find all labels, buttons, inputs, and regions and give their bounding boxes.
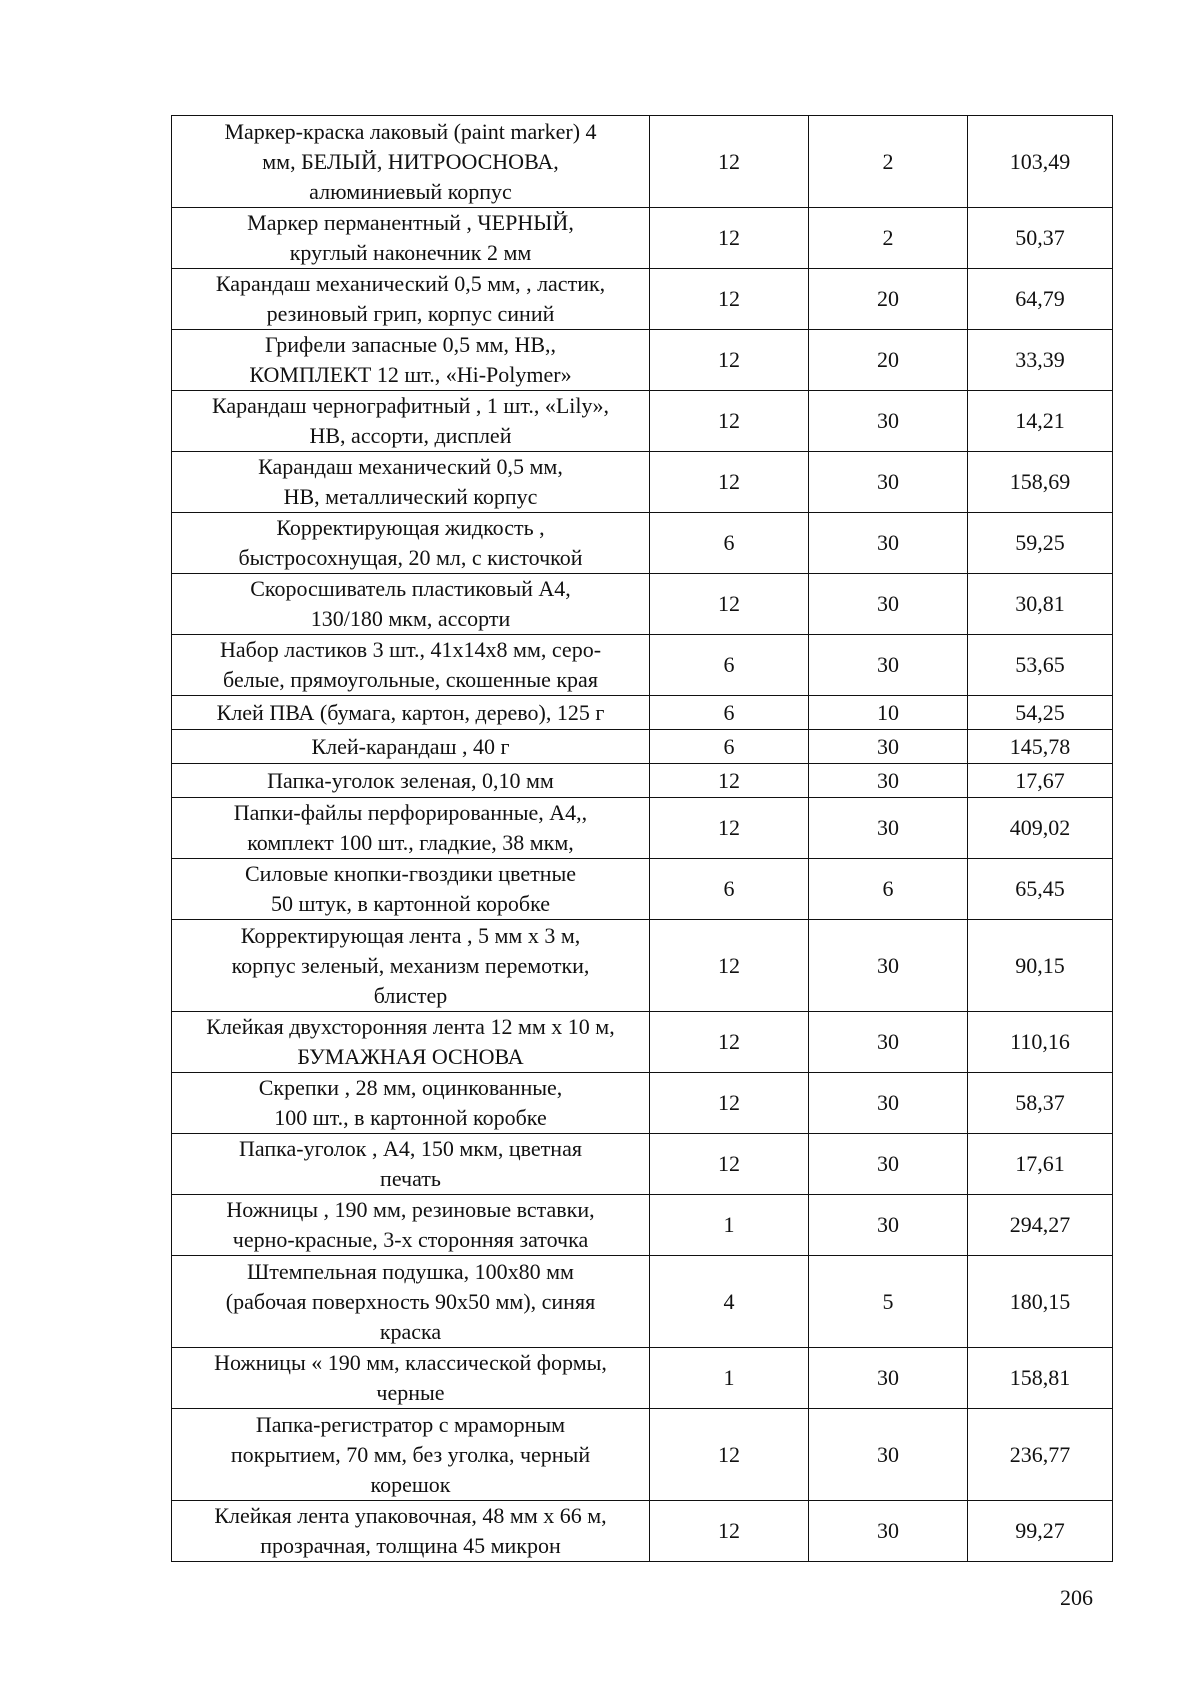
item-name-cell	[172, 1073, 650, 1134]
table-row	[172, 452, 1113, 513]
item-name-cell	[172, 730, 650, 764]
item-name-line: БУМАЖНАЯ ОСНОВА	[297, 1044, 524, 1069]
quantity-1-cell: 4	[650, 1256, 809, 1348]
quantity-1-cell: 12	[650, 1012, 809, 1073]
quantity-2-cell: 2	[809, 116, 968, 208]
item-name-line: Корректирующая жидкость ,	[276, 515, 545, 540]
table-row	[172, 330, 1113, 391]
item-name-line: Папки-файлы перфорированные, А4,,	[233, 800, 588, 825]
price-cell: 409,02	[968, 798, 1113, 859]
quantity-2-cell: 30	[809, 1195, 968, 1256]
item-name-line: мм, БЕЛЫЙ, НИТРООСНОВА,	[262, 148, 559, 174]
price-cell: 90,15	[968, 920, 1113, 1012]
item-name-cell	[172, 764, 650, 798]
price-cell: 145,78	[968, 730, 1113, 764]
products-table	[171, 115, 1113, 1562]
item-name-cell	[172, 574, 650, 635]
quantity-2-cell: 6	[809, 859, 968, 920]
quantity-1-cell: 6	[650, 859, 809, 920]
price-cell: 180,15	[968, 1256, 1113, 1348]
item-name-line: Папка-регистратор с мраморным	[255, 1411, 566, 1437]
table-row	[172, 1256, 1113, 1348]
item-name-line: Штемпельная подушка, 100х80 мм	[247, 1258, 574, 1284]
item-name-line: Клей ПВА (бумага, картон, дерево), 125 г	[216, 699, 605, 725]
price-cell: 64,79	[968, 269, 1113, 330]
price-cell: 58,37	[968, 1073, 1113, 1134]
quantity-1-cell: 12	[650, 1501, 809, 1562]
item-name-line: НВ, металлический корпус	[283, 484, 538, 509]
item-name-line: 100 шт., в картонной коробке	[274, 1105, 547, 1130]
quantity-2-cell: 20	[809, 269, 968, 330]
item-name-cell	[172, 859, 650, 920]
item-name-line: Папка-уголок зеленая, 0,10 мм	[267, 767, 554, 793]
table-row	[172, 116, 1113, 208]
table-row	[172, 859, 1113, 920]
table-row	[172, 798, 1113, 859]
quantity-1-cell: 1	[650, 1195, 809, 1256]
quantity-2-cell: 10	[809, 696, 968, 730]
item-name-cell	[172, 452, 650, 513]
item-name-cell	[172, 116, 650, 208]
item-name-cell	[172, 696, 650, 730]
quantity-2-cell: 30	[809, 1409, 968, 1501]
item-name-line: Набор ластиков 3 шт., 41х14х8 мм, серо-	[219, 637, 602, 662]
item-name-line: комплект 100 шт., гладкие, 38 мкм,	[247, 830, 574, 855]
quantity-2-cell: 30	[809, 920, 968, 1012]
item-name-line: белые, прямоугольные, скошенные края	[223, 667, 598, 692]
item-name-line: Клей-карандаш , 40 г	[311, 733, 510, 759]
item-name-line: Скрепки , 28 мм, оцинкованные,	[258, 1075, 563, 1100]
item-name-line: алюминиевый корпус	[309, 178, 512, 204]
table-row	[172, 1348, 1113, 1409]
quantity-1-cell: 6	[650, 635, 809, 696]
item-name-cell	[172, 1012, 650, 1073]
item-name-line: блистер	[373, 982, 448, 1008]
item-name-cell	[172, 391, 650, 452]
item-name-line: Маркер-краска лаковый (paint marker) 4	[224, 118, 597, 144]
quantity-1-cell: 12	[650, 1409, 809, 1501]
table-row	[172, 1012, 1113, 1073]
quantity-2-cell: 30	[809, 574, 968, 635]
table-row	[172, 1409, 1113, 1501]
item-name-cell	[172, 1134, 650, 1195]
item-name-cell	[172, 635, 650, 696]
price-cell: 54,25	[968, 696, 1113, 730]
price-cell: 53,65	[968, 635, 1113, 696]
price-cell: 30,81	[968, 574, 1113, 635]
item-name-cell	[172, 513, 650, 574]
table-row	[172, 764, 1113, 798]
price-cell: 33,39	[968, 330, 1113, 391]
item-name-cell	[172, 920, 650, 1012]
table-row	[172, 574, 1113, 635]
price-cell: 158,81	[968, 1348, 1113, 1409]
item-name-cell	[172, 1256, 650, 1348]
quantity-2-cell: 30	[809, 513, 968, 574]
price-cell: 103,49	[968, 116, 1113, 208]
item-name-cell	[172, 208, 650, 269]
item-name-line: Карандаш механический 0,5 мм,	[258, 454, 563, 479]
table-row	[172, 1073, 1113, 1134]
item-name-line: круглый наконечник 2 мм	[289, 240, 532, 265]
quantity-2-cell: 20	[809, 330, 968, 391]
quantity-2-cell: 30	[809, 1012, 968, 1073]
price-cell: 50,37	[968, 208, 1113, 269]
item-name-line: Клейкая двухсторонняя лента 12 мм х 10 м,	[206, 1014, 615, 1039]
item-name-cell	[172, 1409, 650, 1501]
table-row	[172, 920, 1113, 1012]
quantity-2-cell: 5	[809, 1256, 968, 1348]
item-name-cell	[172, 1195, 650, 1256]
item-name-line: прозрачная, толщина 45 микрон	[260, 1533, 561, 1558]
quantity-1-cell: 1	[650, 1348, 809, 1409]
table-row	[172, 1195, 1113, 1256]
quantity-1-cell: 12	[650, 798, 809, 859]
quantity-1-cell: 12	[650, 574, 809, 635]
item-name-line: Силовые кнопки-гвоздики цветные	[244, 861, 577, 886]
item-name-cell	[172, 269, 650, 330]
item-name-line: печать	[380, 1166, 441, 1191]
quantity-2-cell: 30	[809, 1134, 968, 1195]
item-name-cell	[172, 330, 650, 391]
table-row	[172, 730, 1113, 764]
price-cell: 236,77	[968, 1409, 1113, 1501]
table-row	[172, 513, 1113, 574]
price-cell: 17,67	[968, 764, 1113, 798]
table-row	[172, 635, 1113, 696]
item-name-line: КОМПЛЕКТ 12 шт., «Hi-Polymer»	[249, 362, 572, 387]
item-name-line: Карандаш механический 0,5 мм, , ластик,	[215, 271, 606, 296]
price-cell: 110,16	[968, 1012, 1113, 1073]
item-name-line: корешок	[370, 1471, 451, 1497]
quantity-2-cell: 2	[809, 208, 968, 269]
quantity-2-cell: 30	[809, 391, 968, 452]
table-row	[172, 696, 1113, 730]
price-cell: 14,21	[968, 391, 1113, 452]
quantity-1-cell: 12	[650, 269, 809, 330]
price-cell: 99,27	[968, 1501, 1113, 1562]
item-name-line: Карандаш чернографитный , 1 шт., «Lily»,	[211, 393, 609, 418]
quantity-2-cell: 30	[809, 1501, 968, 1562]
item-name-line: черно-красные, 3-х сторонняя заточка	[232, 1227, 589, 1252]
item-name-line: резиновый грип, корпус синий	[266, 301, 555, 326]
quantity-1-cell: 12	[650, 764, 809, 798]
price-cell: 17,61	[968, 1134, 1113, 1195]
item-name-cell	[172, 1501, 650, 1562]
quantity-2-cell: 30	[809, 798, 968, 859]
price-cell: 294,27	[968, 1195, 1113, 1256]
item-name-line: покрытием, 70 мм, без уголка, черный	[230, 1441, 591, 1467]
quantity-1-cell: 12	[650, 1134, 809, 1195]
price-cell: 158,69	[968, 452, 1113, 513]
item-name-line: быстросохнущая, 20 мл, с кисточкой	[238, 545, 583, 570]
item-name-line: (рабочая поверхность 90х50 мм), синяя	[225, 1288, 596, 1314]
item-name-line: корпус зеленый, механизм перемотки,	[231, 952, 590, 978]
item-name-line: Маркер перманентный , ЧЕРНЫЙ,	[247, 210, 574, 235]
quantity-1-cell: 6	[650, 513, 809, 574]
table-row	[172, 391, 1113, 452]
item-name-line: Грифели запасные 0,5 мм, НВ,,	[264, 332, 557, 357]
table-row	[172, 1501, 1113, 1562]
page-number: 206	[1060, 1585, 1093, 1610]
item-name-line: Ножницы , 190 мм, резиновые вставки,	[226, 1197, 595, 1222]
price-cell: 59,25	[968, 513, 1113, 574]
quantity-1-cell: 12	[650, 920, 809, 1012]
item-name-cell	[172, 798, 650, 859]
quantity-1-cell: 12	[650, 1073, 809, 1134]
products-table-body	[172, 116, 1113, 1562]
item-name-line: 50 штук, в картонной коробке	[271, 891, 550, 916]
table-row	[172, 208, 1113, 269]
quantity-2-cell: 30	[809, 452, 968, 513]
item-name-line: Ножницы « 190 мм, классической формы,	[214, 1350, 607, 1375]
item-name-line: 130/180 мкм, ассорти	[310, 606, 511, 631]
item-name-line: НВ, ассорти, дисплей	[309, 423, 512, 448]
item-name-line: черные	[376, 1380, 445, 1405]
quantity-1-cell: 12	[650, 116, 809, 208]
item-name-line: краска	[379, 1318, 442, 1344]
table-row	[172, 269, 1113, 330]
item-name-line: Папка-уголок , А4, 150 мкм, цветная	[239, 1136, 582, 1161]
item-name-line: Скоросшиватель пластиковый А4,	[250, 576, 571, 601]
table-row	[172, 1134, 1113, 1195]
quantity-1-cell: 12	[650, 208, 809, 269]
quantity-1-cell: 6	[650, 696, 809, 730]
price-cell: 65,45	[968, 859, 1113, 920]
item-name-cell	[172, 1348, 650, 1409]
item-name-line: Клейкая лента упаковочная, 48 мм х 66 м,	[214, 1503, 607, 1528]
quantity-2-cell: 30	[809, 1348, 968, 1409]
quantity-1-cell: 6	[650, 730, 809, 764]
quantity-1-cell: 12	[650, 452, 809, 513]
quantity-1-cell: 12	[650, 391, 809, 452]
quantity-2-cell: 30	[809, 1073, 968, 1134]
quantity-2-cell: 30	[809, 635, 968, 696]
quantity-1-cell: 12	[650, 330, 809, 391]
quantity-2-cell: 30	[809, 730, 968, 764]
item-name-line: Корректирующая лента , 5 мм х 3 м,	[240, 922, 581, 948]
quantity-2-cell: 30	[809, 764, 968, 798]
